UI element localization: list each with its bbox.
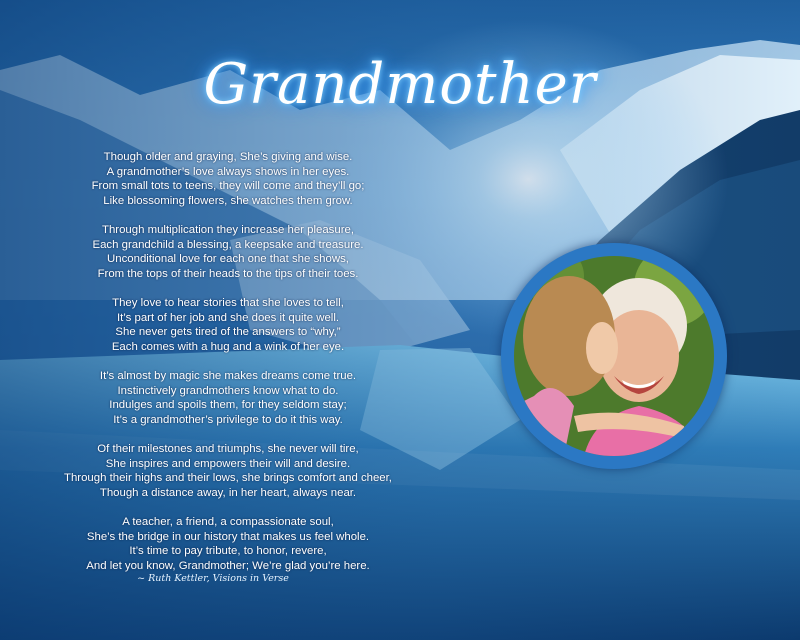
poem-line: It’s time to pay tribute, to honor, revere,: [129, 545, 327, 557]
grandmother-photo: [514, 256, 714, 456]
poem-line: It’s part of her job and she does it quite well.: [116, 311, 340, 324]
poem-line: Through their highs and their lows, she brings comfort and cheer,: [64, 472, 392, 484]
poem-line: From the tops of their heads to the tips of their toes.: [97, 267, 359, 280]
poem-line: Like blossoming flowers, she watches them grow.: [103, 194, 353, 207]
poem-stanza: [18, 442, 438, 500]
photo-illustration: [514, 256, 714, 456]
poem-attribution: ~ Ruth Kettler, Visions in Verse: [137, 573, 289, 584]
poem-line: Though older and graying, She’s giving and wise.: [103, 151, 353, 163]
poem-stanza: [18, 369, 438, 427]
poem-title: Grandmother: [203, 52, 597, 117]
poem-line: It’s a grandmother’s privilege to do it this way.: [113, 413, 343, 426]
poem-line: She never gets tired of the answers to “why,”: [115, 326, 341, 338]
poem-line: Unconditional love for each one that she shows,: [107, 253, 349, 265]
poem-stanza: [18, 223, 438, 281]
poem-line: She inspires and empowers their will and desire.: [105, 457, 351, 470]
poem-line: Instinctively grandmothers know what to do.: [117, 384, 339, 397]
poem-line: Though a distance away, in her heart, always near.: [99, 486, 357, 499]
poem-body: [18, 150, 438, 588]
poem-line: It’s almost by magic she makes dreams come true.: [99, 370, 357, 382]
poem-line: A teacher, a friend, a compassionate soul,: [122, 516, 334, 528]
poem-line: Each comes with a hug and a wink of her eye.: [111, 340, 345, 353]
poem-line: Indulges and spoils them, for they seldom stay;: [109, 399, 347, 411]
poem-line: She’s the bridge in our history that makes us feel whole.: [86, 530, 370, 543]
poem-line: Each grandchild a blessing, a keepsake and treasure.: [92, 238, 364, 251]
poem-stanza: [18, 515, 438, 573]
poem-line: From small tots to teens, they will come and they’ll go;: [91, 180, 365, 192]
poem-line: Of their milestones and triumphs, she never will tire,: [97, 443, 359, 455]
poem-stanza: [18, 150, 438, 208]
poem-line: They love to hear stories that she loves to tell,: [112, 297, 344, 309]
poem-line: A grandmother’s love always shows in her eyes.: [106, 165, 350, 178]
poem-stanza: [18, 296, 438, 354]
poem-line: And let you know, Grandmother; We’re glad you’re here.: [86, 559, 370, 572]
poem-line: Through multiplication they increase her pleasure,: [102, 224, 354, 236]
